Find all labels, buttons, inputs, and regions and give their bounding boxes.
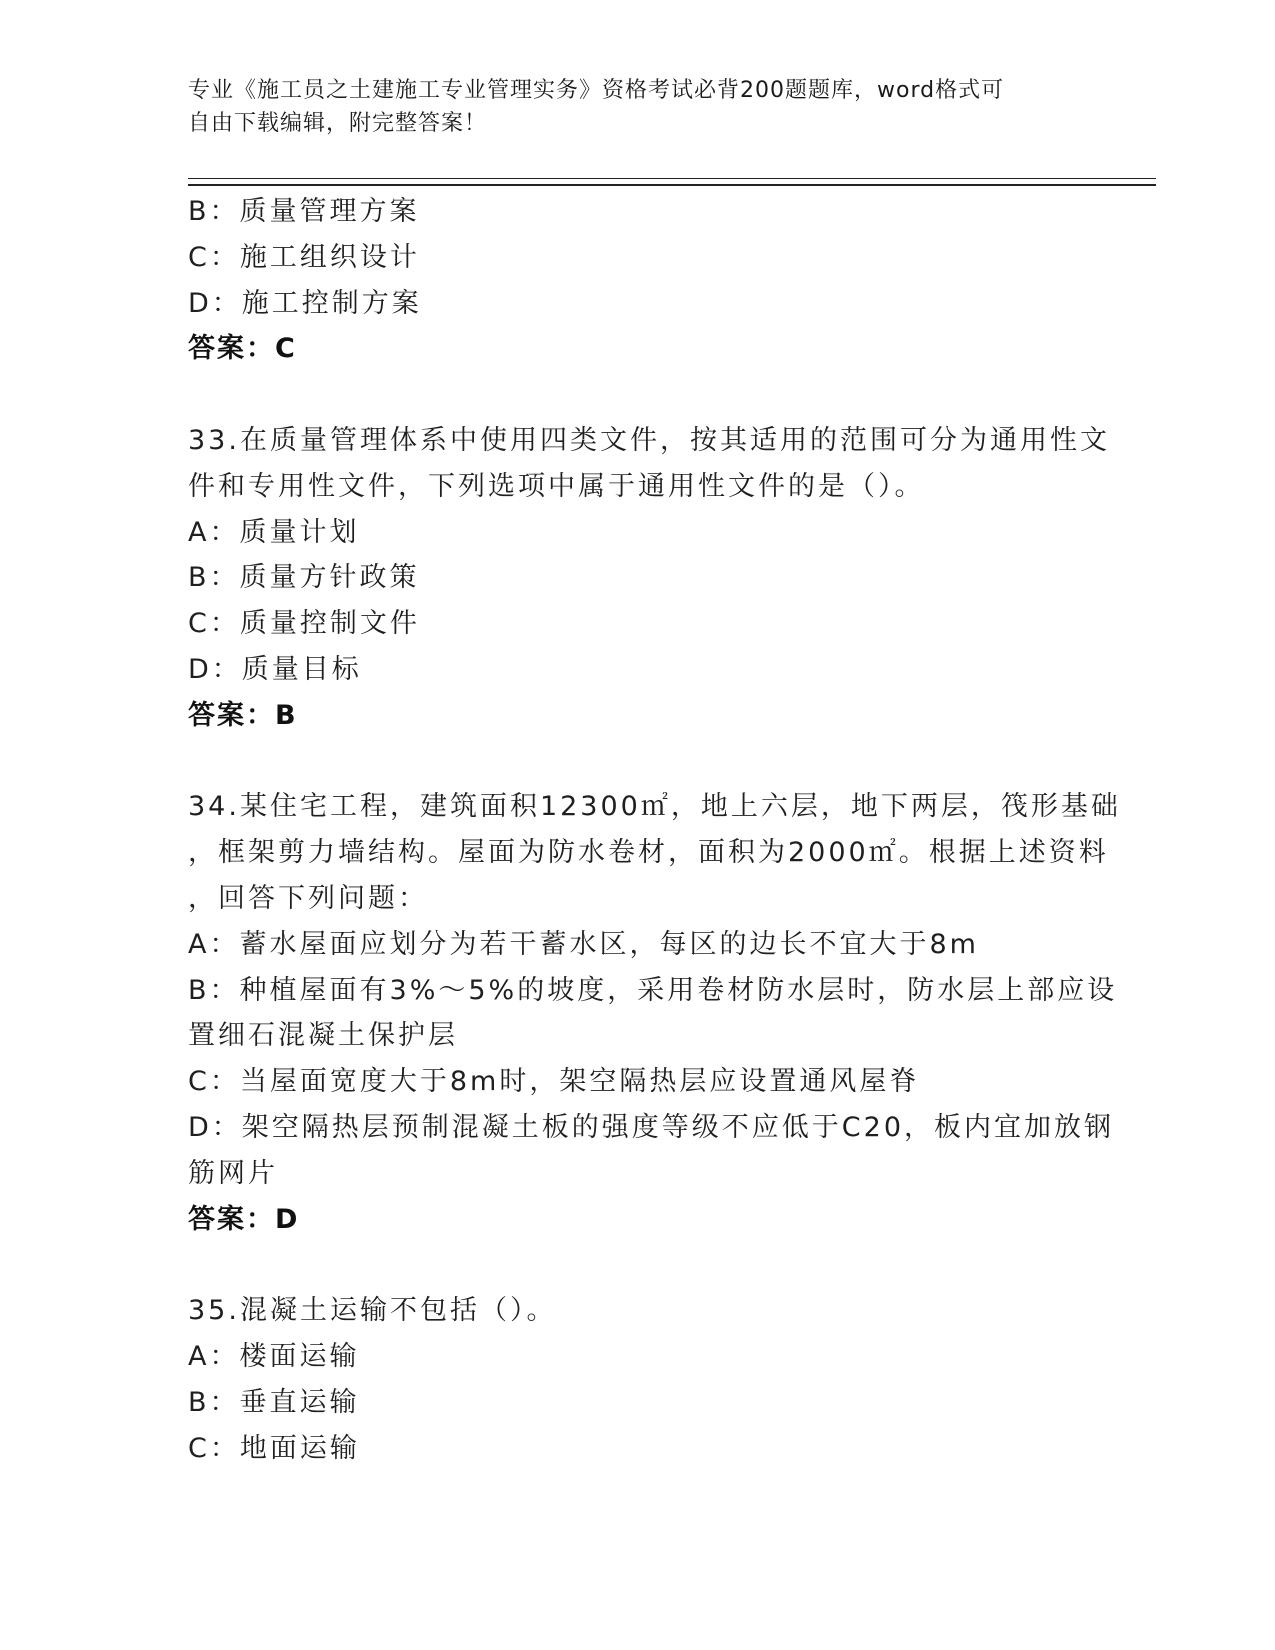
- option-c: C：地面运输: [188, 1432, 360, 1464]
- option-d-line-2: 筋网片: [188, 1157, 278, 1189]
- header-divider: [188, 178, 1156, 186]
- spacer: [188, 1242, 1088, 1288]
- option-d: D：质量目标: [188, 653, 362, 685]
- option-c: C：质量控制文件: [188, 608, 420, 640]
- question-34: [188, 784, 1121, 1242]
- option-a: A：楼面运输: [188, 1340, 360, 1372]
- option-a: A：质量计划: [188, 516, 360, 548]
- option-a: A：蓄水屋面应划分为若干蓄水区，每区的边长不宜大于8m: [188, 928, 979, 960]
- document-body: [188, 189, 1121, 1471]
- question-stem-line-1: 34.某住宅工程，建筑面积12300㎡，地上六层，地下两层，筏形基础: [188, 791, 1121, 823]
- question-32-continued: [188, 189, 1088, 372]
- option-b-line-2: 置细石混凝土保护层: [188, 1020, 458, 1052]
- header-title-line-2: 自由下载编辑，附完整答案！: [188, 111, 488, 136]
- question-stem-line-1: 33.在质量管理体系中使用四类文件，按其适用的范围可分为通用性文: [188, 424, 1110, 456]
- spacer: [188, 372, 1088, 418]
- question-stem-line-2: ，框架剪力墙结构。屋面为防水卷材，面积为2000㎡。根据上述资料: [188, 837, 1109, 869]
- option-c: C：施工组织设计: [188, 241, 420, 273]
- document-header: [188, 74, 1068, 140]
- question-35: [188, 1288, 1088, 1471]
- option-c: C：当屋面宽度大于8m时，架空隔热层应设置通风屋脊: [188, 1066, 920, 1098]
- question-33: [188, 418, 1110, 739]
- question-stem-line-3: ，回答下列问题：: [188, 882, 428, 914]
- option-d: D：施工控制方案: [188, 287, 422, 319]
- option-b: B：质量管理方案: [188, 196, 420, 227]
- question-stem-line-1: 35.混凝土运输不包括（）。: [188, 1295, 557, 1327]
- option-b: B：质量方针政策: [188, 562, 420, 594]
- option-b: B：垂直运输: [188, 1386, 360, 1418]
- spacer: [188, 739, 1088, 785]
- answer-line: 答案：C: [188, 333, 297, 365]
- question-stem-line-2: 件和专用性文件，下列选项中属于通用性文件的是（）。: [188, 470, 925, 502]
- answer-line: 答案：D: [188, 1203, 300, 1235]
- answer-line: 答案：B: [188, 699, 298, 731]
- option-d-line-1: D：架空隔热层预制混凝土板的强度等级不应低于C20，板内宜加放钢: [188, 1111, 1114, 1143]
- header-title-line-1: 专业《施工员之土建施工专业管理实务》资格考试必背200题题库，word格式可: [188, 78, 1005, 103]
- option-b-line-1: B：种植屋面有3%～5%的坡度，采用卷材防水层时，防水层上部应设: [188, 974, 1118, 1006]
